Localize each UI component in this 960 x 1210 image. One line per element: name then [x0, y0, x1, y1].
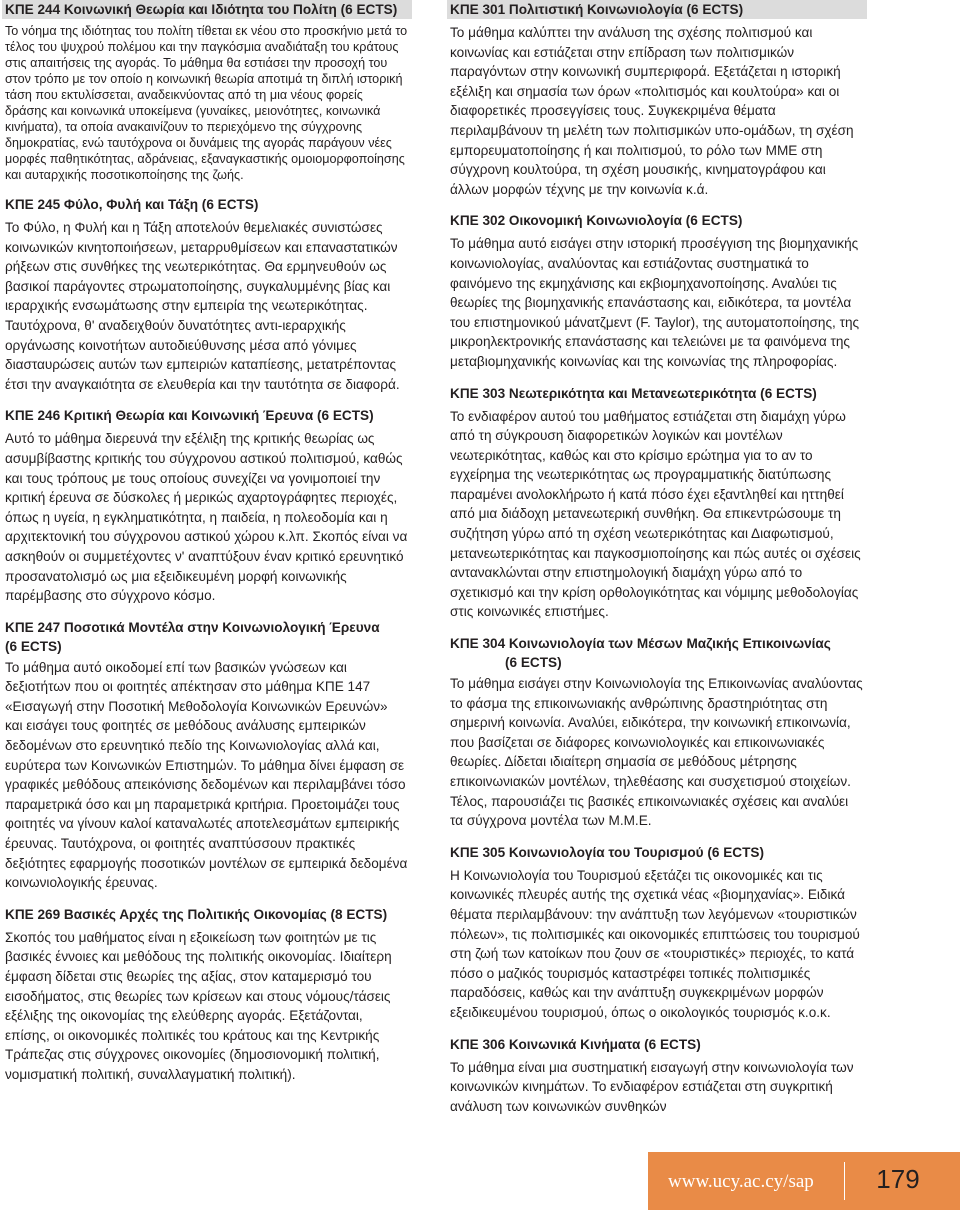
- page-number: 179: [876, 1164, 920, 1194]
- course-title: ΚΠΕ 269 Βασικές Αρχές της Πολιτικής Οικονομίας (8 ECTS): [5, 906, 388, 922]
- course-section: [447, 0, 867, 199]
- left-column: [2, 0, 412, 1097]
- course-title: ΚΠΕ 244 Κοινωνική Θεωρία και Ιδιότητα του Πολίτη (6 ECTS): [2, 0, 412, 19]
- course-section: [2, 905, 412, 1085]
- right-column: [447, 0, 867, 1128]
- course-description: Σκοπός του μαθήματος είναι η εξοικείωση των φοιτητών με τις βασικές έννοιες και μεθόδους της πολιτικής οικονομίας. Ιδιαίτερη έμφαση δίδεται στις θεωρίες της αξίας, στον καταμερισμό του εισοδήματος, στις θεωρίες των κρίσεων και στους νόμους/τάσεις εξέλιξης της οικονομίας της ελεύθερης αγοράς. Εξετάζονται, επίσης, οι οικονομικές πολιτικές του κράτους και της Κεντρικής Τράπεζας στις σύγχρονες οικονομίες (δημοσιονομική πολιτική, νομισματική πολιτική, συναλλαγματική πολιτική).: [5, 929, 392, 1082]
- course-section: [2, 406, 412, 605]
- course-description: Το ενδιαφέρον αυτού του μαθήματος εστιάζεται στη διαμάχη γύρω από τη σύγκρουση διαφορετικών λογικών και μοντέλων νεωτερικότητας, καθώς και στο κρίσιμο ερώτημα για το αν το εγχείρημα της νεωτερικότητας ως προγραμματικής διατύπωσης παραμένει ανολοκλήρωτο ή κατά πόσο έχει εξαντληθεί και ηττηθεί από μια διάδοχη μετανεωτερική συνθήκη. Θα επικεντρώσουμε τη συζήτηση γύρω από τη σχέση νεωτερικότητας και Διαφωτισμού, μετανεωτερικότητας και παγκοσμιοποίησης και πώς αυτές οι σχέσεις αντανακλώνται στην επιστημολογική διαμάχη γύρω από το σχετικισμό και την κρίση ορθολογικότητας και νόμιμης μεθοδολογίας στις κοινωνικές επιστήμες.: [450, 408, 861, 620]
- course-title-continuation: (6 ECTS): [5, 638, 62, 654]
- course-section: [447, 843, 867, 1023]
- course-section: [447, 211, 867, 371]
- course-section: [2, 195, 412, 394]
- course-description: Το Φύλο, η Φυλή και η Τάξη αποτελούν θεμελιακές συνιστώσες κοινωνικών κινητοποιήσεων, μεταρρυθμίσεων και επαναστατικών ρήξεων στις συνθήκες της νεωτερικότητας. Θα ερμηνευθούν ως βασικοί παράγοντες στρωματοποίησης, συγκαλυμμένης βίας και ιεραρχικής ενσωμάτωσης στην εμπειρία της νεωτερικότητας. Ταυτόχρονα, θ' αναδειχθούν δυνατότητες αντι-ιεραρχικής οργάνωσης κοινοτήτων αυτοδιεύθυνσης μέσα από γόνιμες διασταυρώσεις αυτών των εμπειριών καταπίεσης, μετατρέποντας έτσι την αναγκαιότητα σε ελευθερία και την ταυτότητα σε διαφορά.: [5, 220, 400, 392]
- course-title: ΚΠΕ 245 Φύλο, Φυλή και Τάξη (6 ECTS): [5, 197, 259, 212]
- course-title: ΚΠΕ 303 Νεωτερικότητα και Μετανεωτερικότητα (6 ECTS): [450, 385, 817, 401]
- footer-url[interactable]: www.ucy.ac.cy/sap: [668, 1171, 814, 1192]
- course-description: Το νόημα της ιδιότητας του πολίτη τίθεται εκ νέου στο προσκήνιο μετά το τέλος του ψυχρού πολέμου και την παγκόσμια αναδιάταξη του κράτους στις απαιτήσεις της αγοράς. Το μάθημα θα εστιάσει την προσοχή του στον τρόπο με τον οποίο η κοινωνική θεωρία αποτιμά τη διπλή ιστορική τάση που εκτυλίσσεται, αναδεικνύοντας από τη μια νέους φορείς δράσης και κοινωνικά υποκείμενα (γυναίκες, μειονότητες, κοινωνικά κινήματα), τα οποία ανακαινίζουν το περιεχόμενο της σύγχρονης δημοκρατίας, ενώ ταυτόχρονα οι δυνάμεις της αγοράς παράγουν νέες μορφές παθητικότητας, αδράνειας, εξαναγκαστικής ομοιομορφοποίησης και αυταρχικής ποσοτικοποίησης της ζωής.: [5, 24, 408, 182]
- course-description: Αυτό το μάθημα διερευνά την εξέλιξη της κριτικής θεωρίας ως ασυμβίβαστης κριτικής του σύγχρονου αστικού πολιτισμού, καθώς και τους τρόπους με τους οποίους συνεχίζει να γονιμοποιεί την κριτική έρευνα σε δύσκολες ή μερικώς αχαρτογράφητες περιοχές, όπως η υγεία, η εγκληματικότητα, η παιδεία, η πολεοδομία και η αρχιτεκτονική του σύγχρονου αστικού χώρου κ.λπ. Σκοπός είναι να ασκηθούν οι συμμετέχοντες ν' αναπτύξουν έναν κριτικό ερευνητικό προσανατολισμό ως μια εξειδικευμένη μορφή κοινωνικής παρέμβασης στο σύγχρονο κόσμο.: [5, 431, 408, 604]
- footer-tab: [648, 1152, 960, 1210]
- course-title: ΚΠΕ 306 Κοινωνικά Κινήματα (6 ECTS): [450, 1036, 701, 1052]
- course-title: ΚΠΕ 246 Κριτική Θεωρία και Κοινωνική Έρευνα (6 ECTS): [5, 408, 374, 424]
- course-title: ΚΠΕ 302 Οικονομική Κοινωνιολογία (6 ECTS): [450, 213, 743, 229]
- course-description: Το μάθημα αυτό οικοδομεί επί των βασικών γνώσεων και δεξιοτήτων που οι φοιτητές απέκτησαν στο μάθημα ΚΠΕ 147 «Εισαγωγή στην Ποσοτική Μεθοδολογία Κοινωνικών Ερευνών» και εισάγει τους φοιτητές σε μεθόδους ανάλυσης εμπειρικών δεδομένων στο ερευνητικό πεδίο της Κοινωνιολογίας αλλά και, ευρύτερα των Κοινωνικών Επιστημών. Το μάθημα δίνει έμφαση σε γραφικές μεθόδους απεικόνισης δεδομένων και περιλαμβάνει τόσο παραμετρικά όσο και μη παραμετρικά κριτήρια. Προετοιμάζει τους φοιτητές να γίνουν καλοί καταναλωτές αποτελεσμάτων εμπειρικής έρευνας. Ταυτόχρονα, οι φοιτητές αναπτύσσουν πρακτικές δεξιότητες εφαρμογής ποσοτικών μοντέλων σε εμπειρικά δεδομένα κοινωνιολογικής έρευνας.: [5, 659, 408, 891]
- course-description: Το μάθημα καλύπτει την ανάλυση της σχέσης πολιτισμού και κοινωνίας και εστιάζεται στην επίδραση των πολιτισμικών παραγόντων στην κοινωνική συμπεριφορά. Εξετάζεται η ιστορική εξέλιξη και σημασία των όρων «πολιτισμός και κουλτούρα» και οι διαφορετικές προσεγγίσεις τους. Συγκεκριμένα θέματα περιλαμβάνουν τη μελέτη των πολιτισμικών υπο-ομάδων, τη σχέση εμπορευματοποίησης ή και πολιτισμού, το ρόλο των ΜΜΕ στη σύγχρονη κουλτούρα, τη σχέση μουσικής, κινηματογράφου και άλλων μορφών τέχνης με την κοινωνία κ.ά.: [450, 25, 854, 197]
- footer-divider: [844, 1162, 845, 1200]
- course-section: [2, 0, 412, 183]
- course-description: Το μάθημα αυτό εισάγει στην ιστορική προσέγγιση της βιομηχανικής κοινωνιολογίας, αναλύοντας και εστιάζοντας συστηματικά το φαινόμενο της εκμηχάνισης και εκβιομηχανοποίησης. Αναλύει τις θεωρίες της βιομηχανικής επανάστασης και, ειδικότερα, τα μοντέλα του επιστημονικού μάνατζμεντ (F. Taylor), της αυτοματοποίησης, της μικροηλεκτρονικής επανάστασης και τελειώνει με τα φαινόμενα της μεταβιομηχανικής κοινωνίας και της κοινωνίας της πληροφορίας.: [450, 236, 860, 369]
- course-section: [447, 634, 867, 831]
- course-description: Το μάθημα είναι μια συστηματική εισαγωγή στην κοινωνιολογία των κοινωνικών κινημάτων. Το ενδιαφέρον εστιάζεται στη συγκριτική ανάλυση των κοινωνικών συνθηκών: [450, 1059, 854, 1114]
- course-title: ΚΠΕ 305 Κοινωνιολογία του Τουρισμού (6 ECTS): [450, 844, 765, 860]
- course-title: ΚΠΕ 247 Ποσοτικά Μοντέλα στην Κοινωνιολογική Έρευνα: [5, 619, 380, 635]
- course-section: [447, 1035, 867, 1117]
- course-section: [447, 384, 867, 623]
- course-section: [2, 618, 412, 893]
- course-description: Η Κοινωνιολογία του Τουρισμού εξετάζει τις οικονομικές και τις κοινωνικές πλευρές αυτής της σχετικά νέας «βιομηχανίας». Ειδικά θέματα περιλαμβάνουν: την ανάπτυξη των λεγόμενων «τουριστικών πόλεων», τις πολιτισμικές και οικονομικές επιπτώσεις του τουρισμού στη ζωή των κατοίκων που ζουν σε «τουριστικές» περιοχές, το κατά πόσο ο μαζικός τουρισμός καταστρέφει τοπικές πολιτισμικές παραδόσεις, καθώς και την ανάπτυξη συγκεκριμένων μορφών εξειδικευμένου τουρισμού, όπως ο οικολογικός τουρισμός κ.ο.κ.: [450, 867, 860, 1020]
- course-title: ΚΠΕ 304 Κοινωνιολογία των Μέσων Μαζικής Επικοινωνίας: [450, 636, 831, 652]
- course-title-continuation: (6 ECTS): [505, 655, 562, 671]
- course-description: Το μάθημα εισάγει στην Κοινωνιολογία της Επικοινωνίας αναλύοντας το φάσμα της επικοινωνιακής ανθρώπινης δραστηριότητας στη σημερινή κοινωνία. Αναλύει, ειδικότερα, την κοινωνική επικοινωνία, που βασίζεται σε διάφορες κοινωνιολογικές και επικοινωνιακές θεωρίες. Δίδεται ιδιαίτερη σημασία σε μεθόδους μέτρησης επικοινωνιακών μοντέλων, τηλεθέασης και συσχετισμού στοιχείων. Τέλος, παρουσιάζει τις βασικές επικοινωνιακές σχέσεις και αναλύει τα σύγχρονα μοντέλα των Μ.Μ.Ε.: [450, 676, 863, 829]
- course-title: ΚΠΕ 301 Πολιτιστική Κοινωνιολογία (6 ECTS): [447, 0, 867, 19]
